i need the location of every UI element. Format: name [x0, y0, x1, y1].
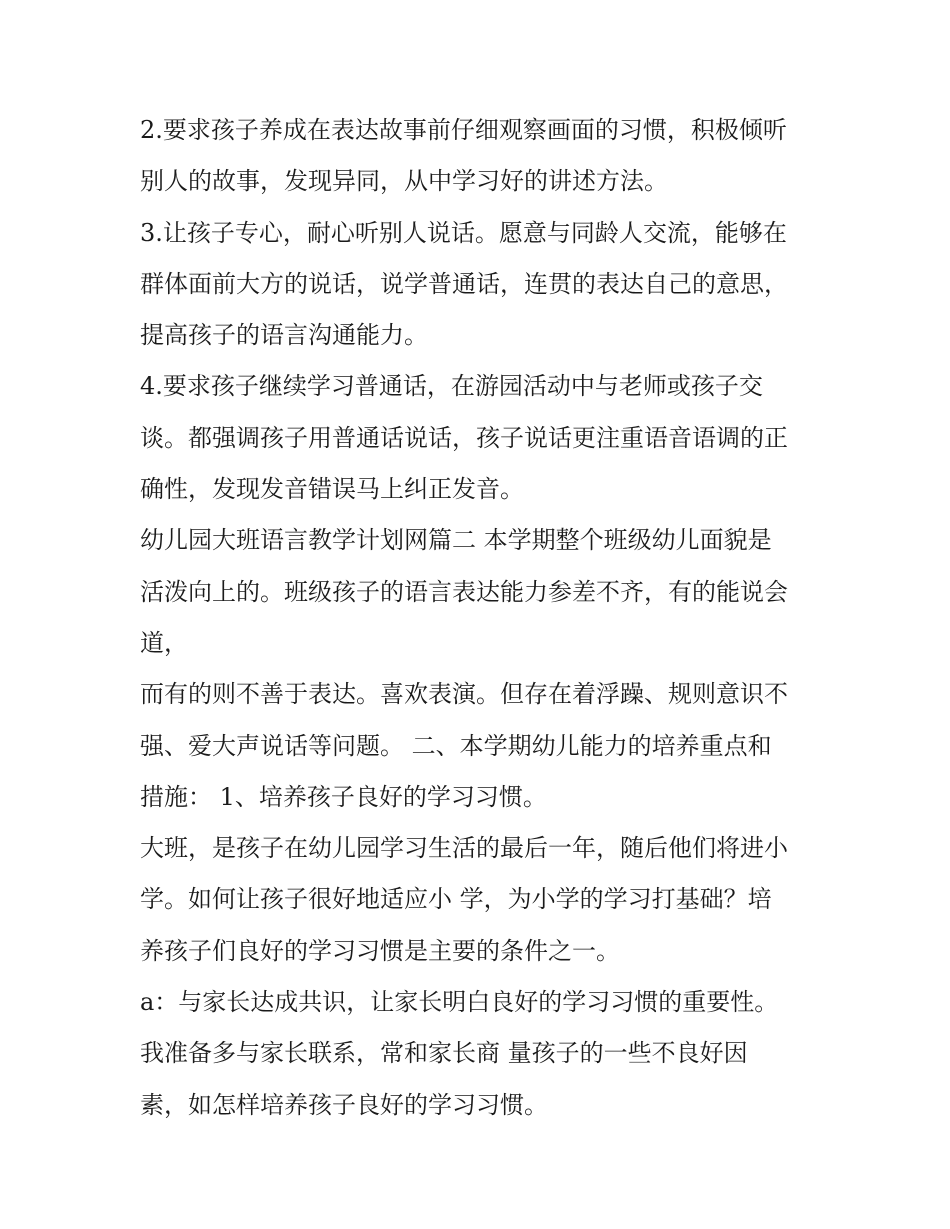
text-line: 强、爱大声说话等问题。 二、本学期幼儿能力的培养重点和: [140, 731, 772, 760]
text-line: 活泼向上的。班级孩子的语言表达能力参差不齐，有的能说会: [140, 577, 788, 606]
text-line: 养孩子们良好的学习习惯是主要的条件之一。: [140, 936, 620, 965]
text-line: 素，如怎样培养孩子良好的学习习惯。: [140, 1090, 548, 1119]
text-line: 而有的则不善于表达。喜欢表演。但存在着浮躁、规则意识不: [140, 680, 788, 709]
text-line: 群体面前大方的说话，说学普通话，连贯的表达自己的意思，: [140, 269, 788, 298]
text-line: 措施： 1、培养孩子良好的学习习惯。: [140, 782, 547, 811]
text-line: 我准备多与家长联系，常和家长商 量孩子的一些不良好因: [140, 1039, 748, 1068]
text-line: a：与家长达成共识，让家长明白良好的学习习惯的重要性。: [140, 988, 779, 1017]
text-line: 谈。都强调孩子用普通话说话，孩子说话更注重语音语调的正: [140, 423, 788, 452]
text-line: 2.要求孩子养成在表达故事前仔细观察画面的习惯，积极倾听: [140, 116, 787, 144]
text-line: 3.让孩子专心，耐心听别人说话。愿意与同龄人交流，能够在: [140, 218, 787, 247]
text-line: 道，: [140, 628, 188, 657]
text-line: 幼儿园大班语言教学计划网篇二 本学期整个班级幼儿面貌是: [140, 526, 772, 555]
text-line: 4.要求孩子继续学习普通话，在游园活动中与老师或孩子交: [140, 372, 763, 401]
text-line: 别人的故事，发现异同，从中学习好的讲述方法。: [140, 167, 668, 196]
document-body: [140, 105, 830, 1131]
text-line: 提高孩子的语言沟通能力。: [140, 321, 428, 350]
text-line: 学。如何让孩子很好地适应小 学，为小学的学习打基础？培: [140, 885, 772, 914]
text-line: 确性，发现发音错误马上纠正发音。: [140, 475, 524, 504]
text-line: 大班，是孩子在幼儿园学习生活的最后一年，随后他们将进小: [140, 834, 788, 863]
